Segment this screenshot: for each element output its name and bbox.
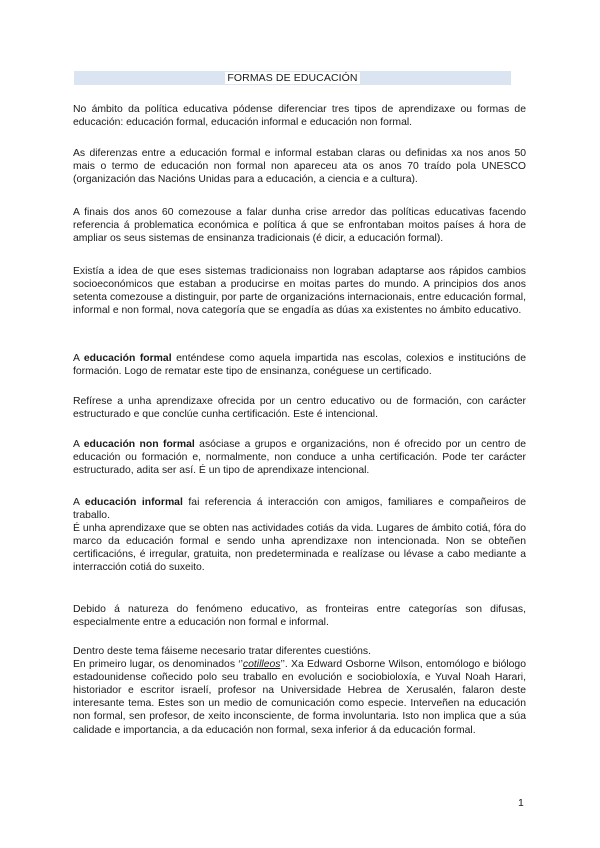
paragraph-9: Debido á natureza do fenómeno educativo, as fronteiras entre categorías son difusas, especialmente entre a educación non formal e informal.	[73, 604, 526, 629]
paragraph-2: As diferenzas entre a educación formal e informal estaban claras ou definidas xa nos anos 50 mais o termo de educación non formal non apareceu ata os anos 70 traído pola UNESCO (organización das Nacións Unidas para a educación, a ciencia e a cultura).	[73, 148, 526, 186]
paragraph-10-line1: Dentro deste tema fáiseme necesario tratar diferentes cuestións.	[73, 646, 372, 657]
paragraph-7-text: asóciase a grupos e organizacións, non é ofrecido por un centro de educación ou formación e, normalmente, non conduce a unha certificación. Pode ter carácter estructurado, adita ser así. É un tipo de aprendixaze intencional.	[73, 439, 527, 477]
term-educacion-formal: educación formal	[83, 353, 172, 364]
document-title: FORMAS DE EDUCACIÓN	[227, 72, 358, 84]
paragraph-1: No ámbito da política educativa pódense diferenciar tres tipos de aprendizaxe ou formas de educación: educación formal, educación informal e educación non formal.	[73, 104, 526, 129]
paragraph-7	[73, 438, 526, 477]
paragraph-5-prefix: A	[73, 353, 84, 364]
paragraph-10-before-quote: En primeiro lugar, os denominados ‘’	[73, 659, 243, 671]
paragraph-8-line2: É unha aprendizaxe que se obten nas actividades cotiás da vida. Lugares de ámbito cotiá, fóra do marco da educación formal e sendo unha aprendizaxe non intencionada. Non se obteñen certificacións, é irregular, gratuita, non predeterminada e realízase ou lévase a cabo mediante a interracción cotiá do suxeito.	[73, 523, 526, 574]
paragraph-3: A finais dos anos 60 comezouse a falar dunha crise arredor das políticas educativas facendo referencia á problematica económica e política á que se enfrontaban moitos países á hora de ampliar os seus sistemas de ensinanza tradicionais (é dicir, a educación formal).	[73, 207, 526, 245]
page-number: 1	[518, 797, 524, 809]
paragraph-4: Existía a idea de que eses sistemas tradicionaiss non lograban adaptarse aos rápidos cambios socioeconómicos que estaban a producirse en moitas partes do mundo. A principios dos anos setenta comezouse a distinguir, por parte de organizacións internacionais, entre educación formal, informal e non formal, nova categoría que se engadía as dúas xa existentes no ámbito educativo.	[73, 266, 526, 317]
paragraph-6: Refírese a unha aprendizaxe ofrecida por un centro educativo ou de formación, con carácter estructurado e que conclúe cunha certificación. Este é intencional.	[73, 396, 526, 421]
paragraph-5	[73, 352, 526, 378]
term-educacion-non-formal: educación non formal	[83, 439, 195, 450]
quoted-term-cotilleos: cotilleos	[242, 659, 281, 671]
paragraph-8-text: fai referencia á interacción con amigos, familiares e compañeiros de traballo.	[73, 497, 526, 522]
paragraph-10-after-quote: ’’. Xa Edward Osborne Wilson, entomólogo e biólogo estadounidense coñecido polo seu traballo en evolución e sociobioloxía, e Yuval Noah Harari, historiador e escritor israelí, profesor na Universidade Hebrea de Xerusalén, falaron deste interesante tema. Estes son un medio de comunicación como especie. Interveñen na educación non formal, sen profesor, de xeito inconsciente, de forma involuntaria. Isto non implica que a súa calidade e importancia, a da educación non formal, sexa inferior á da educación formal.	[73, 659, 526, 736]
paragraph-7-prefix: A	[73, 439, 84, 450]
paragraph-10	[73, 645, 526, 737]
term-educacion-informal: educación informal	[84, 497, 183, 508]
paragraph-5-text: enténdese como aquela impartida nas escolas, colexios e institucións de formación. Logo de rematar este tipo de ensinanza, conéguese un certificado.	[73, 353, 526, 378]
paragraph-8-prefix: A	[73, 497, 85, 508]
paragraph-8	[73, 496, 526, 575]
document-title-bar	[74, 71, 511, 85]
